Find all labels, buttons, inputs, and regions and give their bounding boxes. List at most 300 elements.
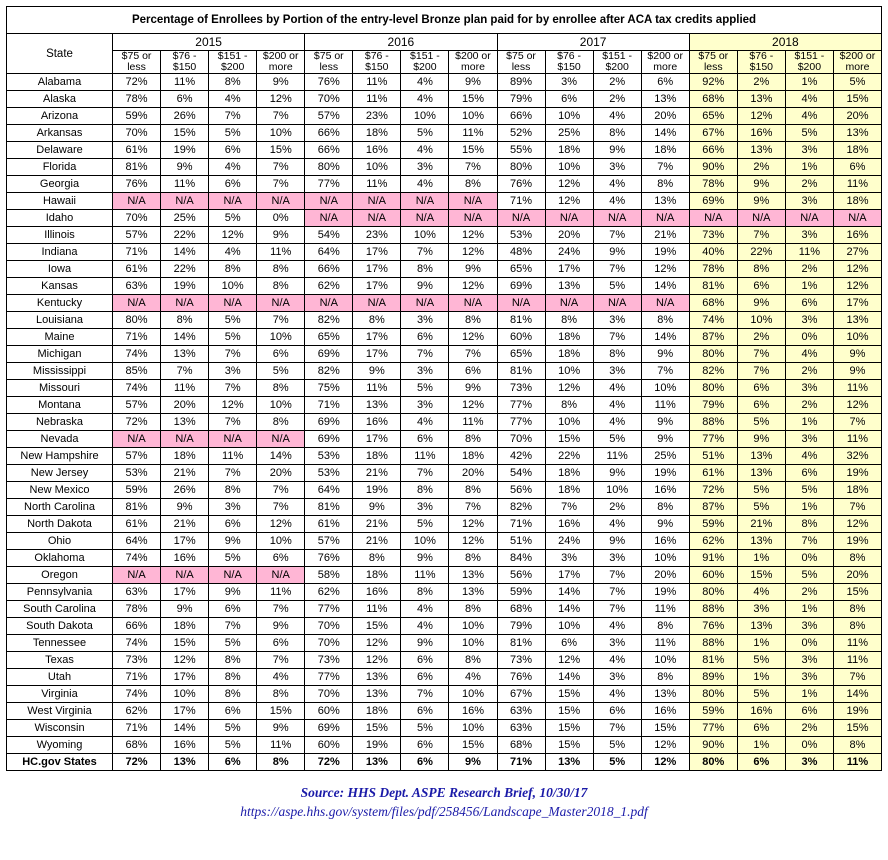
state-name-cell: Ohio [7,533,113,550]
table-row [7,448,882,465]
data-cell: 6% [209,176,257,193]
data-cell: 8% [353,550,401,567]
data-cell: 10% [401,227,449,244]
data-cell: 4% [785,108,833,125]
data-cell: 8% [257,380,305,397]
data-cell: 13% [353,686,401,703]
table-row [7,74,882,91]
data-cell: 90% [689,737,737,754]
data-cell: N/A [353,210,401,227]
data-cell: 8% [257,686,305,703]
data-cell: 4% [593,686,641,703]
col-header-line2: $150 [749,61,774,73]
data-cell: 72% [113,74,161,91]
data-cell: 9% [737,193,785,210]
data-cell: 77% [305,669,353,686]
col-header-2018-75-or-less [689,51,737,74]
data-cell: 7% [593,601,641,618]
data-cell: 11% [833,176,881,193]
data-cell: 2% [593,74,641,91]
data-cell: 2% [785,176,833,193]
data-cell: N/A [449,295,497,312]
data-cell: 11% [353,74,401,91]
table-body [7,74,882,771]
data-cell: 75% [305,380,353,397]
data-cell: 5% [209,737,257,754]
col-header-line1: $76 - [172,50,197,62]
data-cell: 7% [209,414,257,431]
data-cell: 4% [593,380,641,397]
data-cell: 22% [545,448,593,465]
data-cell: 10% [161,686,209,703]
data-cell: 19% [833,533,881,550]
data-cell: 65% [497,346,545,363]
data-cell: 4% [401,601,449,618]
col-header-line2: $200 [797,61,822,73]
data-cell: 16% [641,703,689,720]
data-cell: 92% [689,74,737,91]
data-cell: 8% [545,397,593,414]
data-cell: 5% [785,482,833,499]
data-cell: 8% [209,482,257,499]
table-header [7,34,882,74]
data-cell: 69% [689,193,737,210]
data-cell: 18% [449,448,497,465]
data-cell: 80% [497,159,545,176]
col-header-2016-75-or-less [305,51,353,74]
data-cell: 3% [401,312,449,329]
data-cell: 4% [593,108,641,125]
data-cell: N/A [257,567,305,584]
data-cell: 70% [305,618,353,635]
data-cell: 64% [305,482,353,499]
state-name-cell: New Hampshire [7,448,113,465]
data-cell: 66% [305,142,353,159]
data-cell: 2% [785,363,833,380]
data-cell: 60% [689,567,737,584]
data-cell: 14% [161,329,209,346]
data-cell: 7% [641,363,689,380]
table-row [7,737,882,754]
state-name-cell: Montana [7,397,113,414]
data-cell: 62% [689,533,737,550]
col-header-2016-76-150 [353,51,401,74]
data-cell: 78% [689,176,737,193]
data-cell: 54% [305,227,353,244]
data-cell: 8% [449,652,497,669]
table-row [7,363,882,380]
data-cell: 70% [497,431,545,448]
data-cell: 11% [833,652,881,669]
data-cell: 1% [785,278,833,295]
col-header-2017-75-or-less [497,51,545,74]
data-cell: 7% [593,227,641,244]
data-cell: N/A [641,210,689,227]
data-cell: 69% [305,720,353,737]
data-cell: 10% [449,635,497,652]
data-cell: 12% [257,91,305,108]
data-cell: 7% [545,499,593,516]
data-cell: 7% [641,159,689,176]
data-cell: 2% [593,91,641,108]
data-cell: 10% [449,618,497,635]
data-cell: 7% [257,652,305,669]
data-cell: 84% [497,550,545,567]
data-cell: 68% [689,295,737,312]
data-cell: 8% [833,550,881,567]
data-cell: 18% [353,567,401,584]
state-name-cell: Wisconsin [7,720,113,737]
col-header-2018-76-150 [737,51,785,74]
data-cell: 7% [449,346,497,363]
data-cell: 9% [593,465,641,482]
data-cell: 4% [449,669,497,686]
data-cell: 6% [401,652,449,669]
data-cell: 4% [401,414,449,431]
data-cell: 9% [449,380,497,397]
data-cell: N/A [545,210,593,227]
data-cell: 19% [641,584,689,601]
data-cell: 60% [305,703,353,720]
data-cell: 8% [209,74,257,91]
data-cell: 9% [209,584,257,601]
data-cell: 11% [641,397,689,414]
data-cell: 15% [833,91,881,108]
data-cell: 4% [209,159,257,176]
data-cell: 9% [737,176,785,193]
data-cell: 66% [689,142,737,159]
data-cell: 82% [305,312,353,329]
data-cell: 48% [497,244,545,261]
data-cell: 3% [593,635,641,652]
data-cell: 5% [593,278,641,295]
data-cell: 80% [689,754,737,771]
table-row [7,142,882,159]
data-cell: 81% [497,635,545,652]
col-header-2015-76-150 [161,51,209,74]
data-cell: 4% [401,142,449,159]
data-cell: 20% [641,108,689,125]
data-cell: 6% [401,329,449,346]
data-cell: 16% [737,125,785,142]
data-cell: 52% [497,125,545,142]
data-cell: N/A [209,193,257,210]
data-cell: 79% [497,91,545,108]
data-cell: 11% [161,176,209,193]
data-cell: 69% [305,431,353,448]
data-cell: 88% [689,414,737,431]
data-cell: 6% [401,669,449,686]
data-cell: 10% [545,159,593,176]
data-cell: 20% [545,227,593,244]
data-cell: N/A [497,210,545,227]
col-header-line2: more [653,61,678,73]
data-cell: 88% [689,635,737,652]
data-cell: 21% [161,516,209,533]
data-cell: 13% [545,278,593,295]
data-cell: 3% [785,618,833,635]
data-cell: 11% [641,601,689,618]
table-row [7,329,882,346]
data-cell: 15% [257,703,305,720]
data-cell: 82% [689,363,737,380]
table-row [7,652,882,669]
table-row-total [7,754,882,771]
data-cell: 71% [497,193,545,210]
table-row [7,261,882,278]
data-cell: 8% [257,414,305,431]
data-cell: 13% [737,618,785,635]
data-cell: 10% [257,397,305,414]
data-cell: 13% [737,91,785,108]
data-cell: 9% [257,720,305,737]
data-cell: 7% [833,669,881,686]
data-cell: N/A [737,210,785,227]
data-cell: 6% [209,754,257,771]
data-cell: 6% [257,346,305,363]
data-cell: 15% [449,91,497,108]
data-cell: 7% [785,533,833,550]
data-cell: 11% [833,380,881,397]
data-cell: 9% [257,74,305,91]
col-header-2015-75-or-less [113,51,161,74]
table-row [7,533,882,550]
col-header-line1: $75 or [121,50,152,62]
data-cell: 12% [209,227,257,244]
state-name-cell: Mississippi [7,363,113,380]
data-cell: 14% [545,601,593,618]
data-cell: 8% [401,482,449,499]
state-name-cell: Hawaii [7,193,113,210]
data-cell: 80% [305,159,353,176]
data-cell: 60% [497,329,545,346]
data-cell: 14% [641,329,689,346]
data-cell: 13% [833,312,881,329]
data-cell: 9% [449,754,497,771]
state-name-cell: North Carolina [7,499,113,516]
data-cell: 1% [785,601,833,618]
data-cell: 3% [593,159,641,176]
data-cell: 7% [209,618,257,635]
data-cell: 10% [545,108,593,125]
data-cell: 2% [785,397,833,414]
state-name-cell: Indiana [7,244,113,261]
data-cell: 23% [353,108,401,125]
data-cell: 7% [401,686,449,703]
data-cell: 61% [305,516,353,533]
data-cell: 17% [353,329,401,346]
data-cell: 15% [161,125,209,142]
state-name-cell: Michigan [7,346,113,363]
data-cell: 11% [353,601,401,618]
data-cell: 15% [833,584,881,601]
data-cell: 40% [689,244,737,261]
table-row [7,669,882,686]
data-cell: 8% [257,278,305,295]
data-cell: 15% [641,720,689,737]
data-cell: N/A [785,210,833,227]
data-cell: 6% [737,397,785,414]
data-cell: 73% [113,652,161,669]
table-row [7,159,882,176]
data-cell: 76% [497,669,545,686]
data-cell: 5% [257,363,305,380]
data-cell: 14% [161,720,209,737]
data-cell: 1% [737,669,785,686]
data-cell: 10% [641,652,689,669]
state-name-cell: Kentucky [7,295,113,312]
data-cell: 18% [545,329,593,346]
col-header-line1: $151 - [602,50,633,62]
data-cell: 10% [449,108,497,125]
data-cell: 16% [545,516,593,533]
col-header-line1: $75 or [506,50,536,62]
state-name-cell: Kansas [7,278,113,295]
data-cell: 59% [689,703,737,720]
data-cell: 64% [113,533,161,550]
source-note [6,783,882,821]
data-cell: 11% [257,737,305,754]
data-cell: 6% [737,278,785,295]
data-cell: 11% [257,244,305,261]
data-cell: 1% [737,737,785,754]
table-row [7,278,882,295]
col-header-line1: $151 - [794,50,825,62]
data-cell: 21% [353,516,401,533]
data-cell: 7% [449,499,497,516]
enrollment-table [6,33,882,771]
data-cell: 17% [161,584,209,601]
data-cell: 81% [689,652,737,669]
data-cell: 6% [833,159,881,176]
data-cell: N/A [449,193,497,210]
data-cell: 4% [785,91,833,108]
data-cell: 59% [689,516,737,533]
data-cell: 15% [257,142,305,159]
data-cell: 10% [545,618,593,635]
data-cell: 8% [401,261,449,278]
state-name-cell: Nebraska [7,414,113,431]
data-cell: 89% [689,669,737,686]
data-cell: 12% [449,227,497,244]
data-cell: 23% [353,227,401,244]
data-cell: 10% [833,329,881,346]
year-header-2016: 2016 [305,34,497,51]
data-cell: 13% [641,91,689,108]
data-cell: 6% [593,703,641,720]
data-cell: 8% [737,261,785,278]
state-name-cell: West Virginia [7,703,113,720]
data-cell: 6% [209,142,257,159]
data-cell: 11% [833,635,881,652]
data-cell: 4% [593,618,641,635]
data-cell: 12% [161,652,209,669]
table-row [7,346,882,363]
data-cell: 80% [689,584,737,601]
data-cell: 13% [161,754,209,771]
data-cell: 14% [641,278,689,295]
data-cell: 16% [353,142,401,159]
col-header-line1: $76 - [749,50,774,62]
table-row [7,618,882,635]
table-row [7,227,882,244]
data-cell: 7% [257,108,305,125]
data-cell: 18% [641,142,689,159]
data-cell: 3% [401,159,449,176]
data-cell: 6% [785,703,833,720]
data-cell: N/A [113,567,161,584]
data-cell: 11% [353,91,401,108]
data-cell: 5% [209,720,257,737]
data-cell: 4% [401,74,449,91]
data-cell: 56% [497,567,545,584]
data-cell: 8% [209,652,257,669]
data-cell: 7% [209,346,257,363]
data-cell: 6% [161,91,209,108]
table-row [7,703,882,720]
data-cell: 4% [401,618,449,635]
data-cell: 53% [305,448,353,465]
data-cell: 20% [641,567,689,584]
data-cell: 19% [161,142,209,159]
table-row [7,499,882,516]
data-cell: 1% [785,499,833,516]
data-cell: 7% [209,465,257,482]
data-cell: N/A [497,295,545,312]
data-cell: 10% [353,159,401,176]
data-cell: 11% [833,431,881,448]
data-cell: 9% [353,363,401,380]
state-name-cell: North Dakota [7,516,113,533]
state-name-cell: Arizona [7,108,113,125]
col-header-2015-200-or-more [257,51,305,74]
data-cell: 17% [353,431,401,448]
data-cell: 25% [641,448,689,465]
data-cell: 11% [209,448,257,465]
data-cell: 9% [737,295,785,312]
table-row [7,601,882,618]
data-cell: 62% [305,584,353,601]
data-cell: 0% [785,635,833,652]
data-cell: 8% [209,669,257,686]
data-cell: N/A [161,193,209,210]
col-header-line2: more [268,61,293,73]
data-cell: 11% [161,74,209,91]
data-cell: 7% [833,499,881,516]
data-cell: 12% [449,329,497,346]
data-cell: 12% [545,176,593,193]
data-cell: 81% [113,499,161,516]
data-cell: 77% [497,397,545,414]
data-cell: 8% [401,584,449,601]
data-cell: 18% [545,346,593,363]
data-cell: 19% [641,465,689,482]
data-cell: 76% [113,176,161,193]
data-cell: 19% [833,703,881,720]
data-cell: 8% [833,601,881,618]
data-cell: 9% [641,346,689,363]
data-cell: 51% [689,448,737,465]
data-cell: 74% [689,312,737,329]
data-cell: 5% [209,125,257,142]
data-cell: 9% [833,363,881,380]
data-cell: 74% [113,346,161,363]
data-cell: 70% [305,686,353,703]
data-cell: 12% [449,516,497,533]
data-cell: N/A [209,567,257,584]
data-cell: 1% [737,635,785,652]
data-cell: 53% [497,227,545,244]
